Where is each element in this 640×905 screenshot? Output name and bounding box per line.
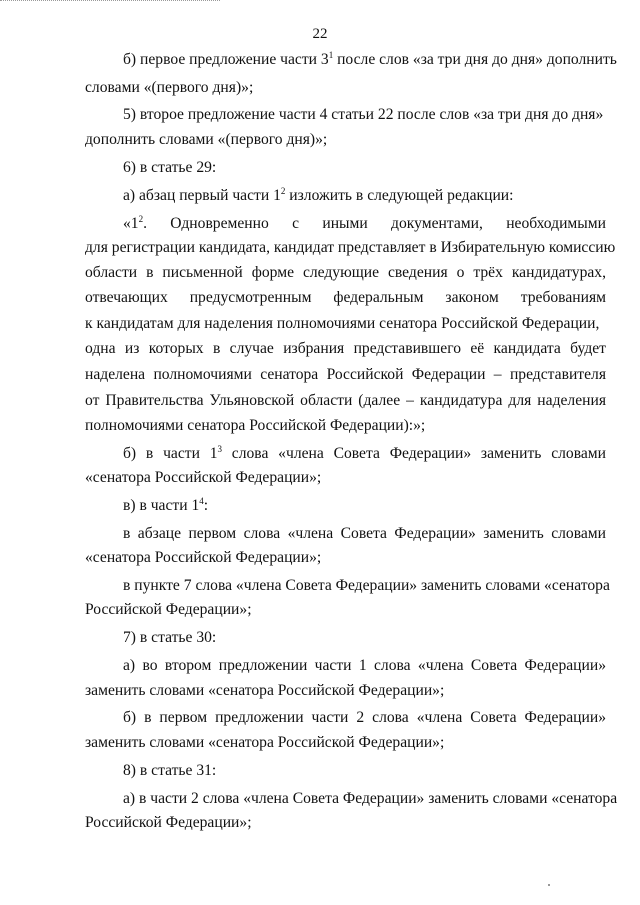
text-line (123, 759, 606, 783)
line-text: б) в части 1 (123, 445, 218, 462)
text-line (123, 103, 606, 127)
line-text: . Одновременно с иными документами, необходимыми (143, 215, 606, 232)
text-line (85, 598, 606, 622)
superscript: 2 (138, 214, 144, 224)
superscript: 4 (199, 496, 204, 506)
text-line (123, 212, 606, 236)
line-text: 5) второе предложение части 4 статьи 22 после слов «за три дня до дня» (123, 106, 604, 123)
line-text: полномочиями сенатора Российской Федерации):»; (85, 417, 426, 434)
text-line (85, 128, 606, 152)
text-line (85, 76, 606, 100)
line-text: в) в части 1 (123, 497, 200, 514)
text-line (85, 679, 606, 703)
text-line (123, 442, 606, 466)
text-line (85, 236, 616, 260)
line-text: 7) в статье 30: (123, 629, 217, 646)
line-text: после слов «за три дня до дня» дополнить (333, 51, 617, 68)
text-line (85, 337, 606, 361)
line-text: б) в первом предложении части 2 слова «члена Совета Федерации» (123, 709, 606, 726)
text-line (85, 261, 606, 285)
text-line (123, 156, 606, 180)
line-text: к кандидатам для наделения полномочиями сенатора Российской Федерации, (85, 315, 600, 332)
scan-top-edge (0, 0, 220, 7)
text-line (85, 546, 606, 570)
line-text: «1 (123, 215, 139, 232)
line-text: а) абзац первый части 1 (123, 187, 281, 204)
line-text: Российской Федерации»; (85, 814, 252, 831)
line-text: 8) в статье 31: (123, 762, 217, 779)
text-line (123, 574, 610, 598)
line-text: для регистрации кандидата, кандидат представляет в Избирательную комиссию (85, 239, 616, 256)
line-text: одна из которых в случае избрания представившего её кандидата будет (85, 340, 606, 357)
line-text: отвечающих предусмотренным федеральным законом требованиям (85, 289, 606, 306)
line-text: заменить словами «сенатора Российской Федерации»; (85, 734, 445, 751)
text-line (123, 654, 606, 678)
line-text: словами «(первого дня)»; (85, 79, 254, 96)
line-text: наделена полномочиями сенатора Российской Федерации – представителя (85, 366, 606, 383)
line-text: «сенатора Российской Федерации»; (85, 469, 322, 486)
text-line (85, 363, 606, 387)
text-line (123, 626, 606, 650)
line-text: Российской Федерации»; (85, 601, 252, 618)
text-line (85, 389, 606, 413)
line-text: дополнить словами «(первого дня)»; (85, 131, 328, 148)
text-line (85, 466, 606, 490)
text-line (123, 184, 606, 208)
text-line (123, 706, 606, 730)
text-line (123, 522, 606, 546)
line-text: в пункте 7 слова «члена Совета Федерации» заменить словами «сенатора (123, 577, 610, 594)
line-text: : (203, 497, 209, 514)
superscript: 1 (328, 50, 334, 60)
text-line (123, 494, 606, 518)
superscript: 2 (280, 186, 286, 196)
text-line (123, 787, 618, 811)
text-line (85, 286, 606, 310)
line-text: б) первое предложение части 3 (123, 51, 329, 68)
scan-speck (548, 884, 550, 886)
line-text: а) во втором предложении части 1 слова «члена Совета Федерации» (123, 657, 606, 674)
text-line (85, 811, 606, 835)
page-number: 22 (312, 26, 328, 42)
line-text: изложить в следующей редакции: (285, 187, 514, 204)
line-text: заменить словами «сенатора Российской Федерации»; (85, 682, 445, 699)
text-line (85, 731, 606, 755)
line-text: в абзаце первом слова «члена Совета Федерации» заменить словами (123, 525, 606, 542)
line-text: от Правительства Ульяновской области (далее – кандидатура для наделения (85, 392, 606, 409)
line-text: 6) в статье 29: (123, 159, 217, 176)
line-text: области в письменной форме следующие сведения о трёх кандидатурах, (85, 264, 606, 281)
text-line (85, 414, 606, 438)
text-line (123, 48, 617, 72)
superscript: 3 (217, 444, 223, 454)
line-text: слова «члена Совета Федерации» заменить словами (222, 445, 606, 462)
line-text: «сенатора Российской Федерации»; (85, 549, 322, 566)
line-text: а) в части 2 слова «члена Совета Федерации» заменить словами «сенатора (123, 790, 618, 807)
text-line (85, 312, 606, 336)
